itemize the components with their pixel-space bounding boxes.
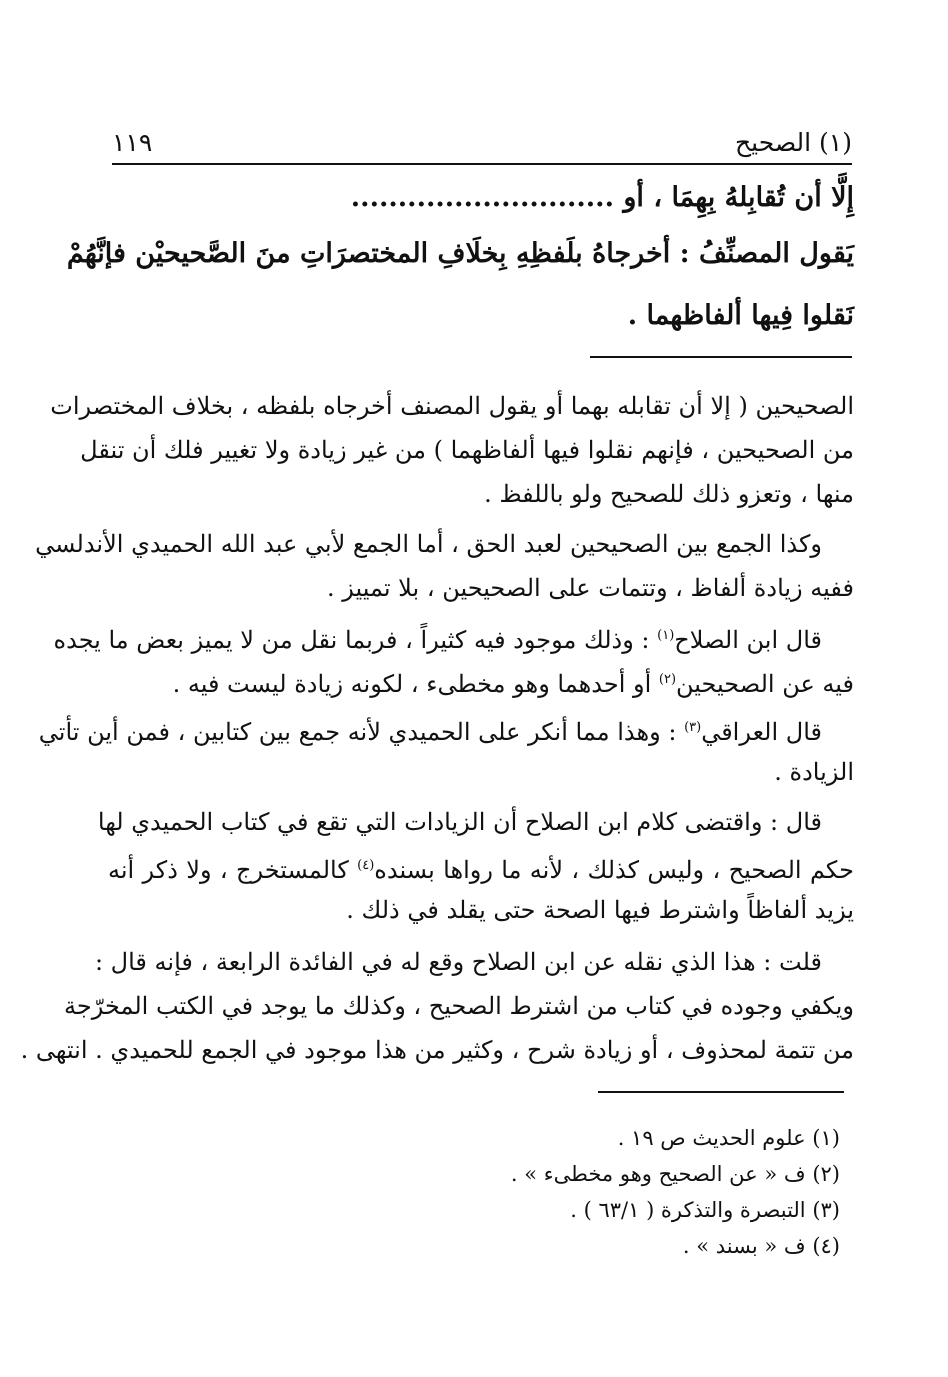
- text-segment: قال العراقي: [701, 718, 822, 746]
- text-line: الصحيحين ( إلا أن تقابله بهما أو يقول المصنف أخرجاه بلفظه ، بخلاف المختصرات: [50, 392, 854, 420]
- text-line: الزيادة .: [774, 758, 854, 786]
- matn-line-1-text: إِلَّا أن تُقابِلهُ بِهِمَا ، أو: [623, 182, 854, 213]
- commentary-paragraph-2: [35, 522, 854, 610]
- text-line: [38, 706, 854, 750]
- commentary-paragraph-6: [20, 940, 854, 1072]
- footnote-ref-1[interactable]: (١): [657, 628, 675, 643]
- footnote-4: (٤) ف « بسند » .: [682, 1234, 840, 1258]
- matn-line-3: نَقلوا فِيها ألفاظهما .: [627, 300, 854, 331]
- text-line: قلت : هذا الذي نقله عن ابن الصلاح وقع له في الفائدة الرابعة ، فإنه قال :: [94, 948, 822, 976]
- commentary-paragraph-3: [53, 614, 854, 702]
- footnotes: [300, 1120, 840, 1264]
- text-line: ففيه زيادة ألفاظ ، وتتمات على الصحيحين ، بلا تمييز .: [327, 574, 854, 602]
- text-segment: فيه عن الصحيحين: [676, 670, 854, 698]
- page-number: ١١٩: [112, 128, 153, 157]
- text-segment: كالمستخرج ، ولا ذكر أنه: [108, 856, 358, 884]
- matn-line-1: [108, 182, 854, 213]
- matn-line-2: يَقول المصنِّفُ : أخرجاهُ بلَفظِهِ بِخلَافِ المختصرَاتِ منَ الصَّحيحيْن فإنَّهُمْ: [66, 238, 854, 269]
- footnote-separator-rule: [598, 1091, 844, 1093]
- footnote-1: (١) علوم الحديث ص ١٩ .: [617, 1126, 840, 1150]
- text-line: [53, 614, 854, 658]
- running-header: [112, 126, 852, 160]
- text-line: من الصحيحين ، فإنهم نقلوا فيها ألفاظهما ) من غير زيادة ولا تغيير فلك أن تنقل: [80, 436, 854, 464]
- footnote-3: (٣) التبصرة والتذكرة ( ٦٣/١ ) .: [570, 1198, 840, 1222]
- commentary-paragraph-1: [50, 384, 854, 516]
- text-line: [108, 844, 854, 888]
- text-segment: : وذلك موجود فيه كثيراً ، فربما نقل من لا يميز بعض ما يجده: [53, 626, 658, 654]
- text-line: منها ، وتعزو ذلك للصحيح ولو باللفظ .: [484, 480, 854, 508]
- text-line: من تتمة لمحذوف ، أو زيادة شرح ، وكثير من هذا موجود في الجمع للحميدي . انتهى .: [20, 1036, 854, 1064]
- text-line: [108, 658, 854, 702]
- footnote-ref-3[interactable]: (٣): [684, 720, 702, 735]
- commentary-paragraph-4: [38, 706, 854, 794]
- commentary-paragraph-5: [97, 800, 855, 932]
- header-rule: [112, 163, 852, 165]
- text-segment: قال ابن الصلاح: [674, 626, 822, 654]
- text-segment: حكم الصحيح ، وليس كذلك ، لأنه ما رواها بسنده: [374, 856, 855, 884]
- footnote-2: (٢) ف « عن الصحيح وهو مخطىء » .: [510, 1162, 840, 1186]
- text-line: ويكفي وجوده في كتاب من اشترط الصحيح ، وكذلك ما يوجد في الكتب المخرّجة: [64, 992, 854, 1020]
- text-segment: أو أحدهما وهو مخطىء ، لكونه زيادة ليست فيه .: [172, 670, 659, 698]
- matn-line-1-dots: ............................: [350, 182, 614, 213]
- footnote-ref-2[interactable]: (٢): [658, 672, 677, 687]
- chapter-title: (١) الصحيح: [735, 128, 852, 157]
- matn-separator-rule: [590, 356, 852, 358]
- text-line: قال : واقتضى كلام ابن الصلاح أن الزيادات التي تقع في كتاب الحميدي لها: [97, 808, 822, 836]
- text-line: وكذا الجمع بين الصحيحين لعبد الحق ، أما الجمع لأبي عبد الله الحميدي الأندلسي: [35, 530, 822, 558]
- text-line: يزيد ألفاظاً واشترط فيها الصحة حتى يقلد في ذلك .: [346, 896, 854, 924]
- footnote-ref-4[interactable]: (٤): [357, 858, 375, 873]
- text-segment: : وهذا مما أنكر على الحميدي لأنه جمع بين كتابين ، فمن أين تأتي: [38, 718, 685, 746]
